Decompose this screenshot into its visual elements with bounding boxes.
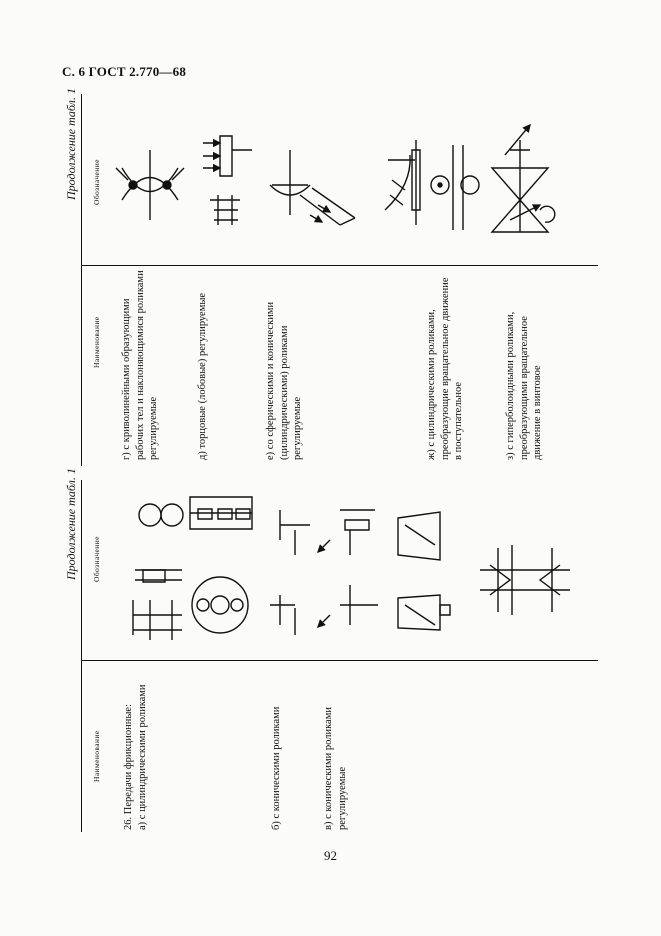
symbol-top-e — [270, 150, 355, 225]
symbol-top-zh — [385, 140, 479, 230]
symbol-bottom-d2 — [480, 545, 570, 615]
bottom-row-b-label: б) с коническими роликами — [271, 706, 282, 830]
bottom-col-symbol-header: Обозначение — [92, 536, 101, 582]
top-row-z-label: з) с гиперболоидными роликами, преобразующими вращательное движение в винтовое — [505, 311, 543, 460]
top-row-zh-label: ж) с цилиндрическими роликами, преобразующие вращательное движение в поступательное — [426, 277, 464, 460]
symbol-bottom-a2 — [190, 497, 252, 633]
top-col-symbol-header: Обозначение — [92, 159, 101, 205]
bottom-col-name-header: Наименование — [92, 730, 101, 782]
symbol-bottom-a — [133, 504, 183, 640]
symbol-bottom-g2 — [398, 512, 450, 630]
symbol-top-g — [116, 150, 184, 220]
symbol-bottom-b — [270, 510, 310, 635]
bottom-row-a-label: а) с цилиндрическими роликами — [137, 684, 148, 830]
top-table-caption: Продолжение табл. 1 — [64, 88, 78, 200]
page-number: 92 — [324, 848, 337, 863]
top-row-d-label: д) торцовые (лобовые) регулируемые — [197, 292, 208, 460]
symbol-bottom-v — [318, 510, 378, 627]
top-row-e-label: е) со сферическими и коническими (цилиндрическими) роликами регулируемые — [265, 301, 303, 460]
top-row-g-label: г) с криволинейными образующими рабочих тел и наклоняющимися роликами регулируемые — [121, 270, 159, 460]
top-col-name-header: Наименование — [92, 316, 101, 368]
page-header: С. 6 ГОСТ 2.770—68 — [62, 64, 187, 79]
symbol-top-z — [492, 125, 555, 232]
bottom-table-caption: Продолжение табл. 1 — [64, 468, 78, 580]
bottom-section-title: 26. Передачи фрикционные: — [123, 703, 134, 830]
bottom-row-v-label: в) с коническими роликами регулируемые — [323, 707, 348, 830]
symbol-top-d — [203, 136, 252, 225]
